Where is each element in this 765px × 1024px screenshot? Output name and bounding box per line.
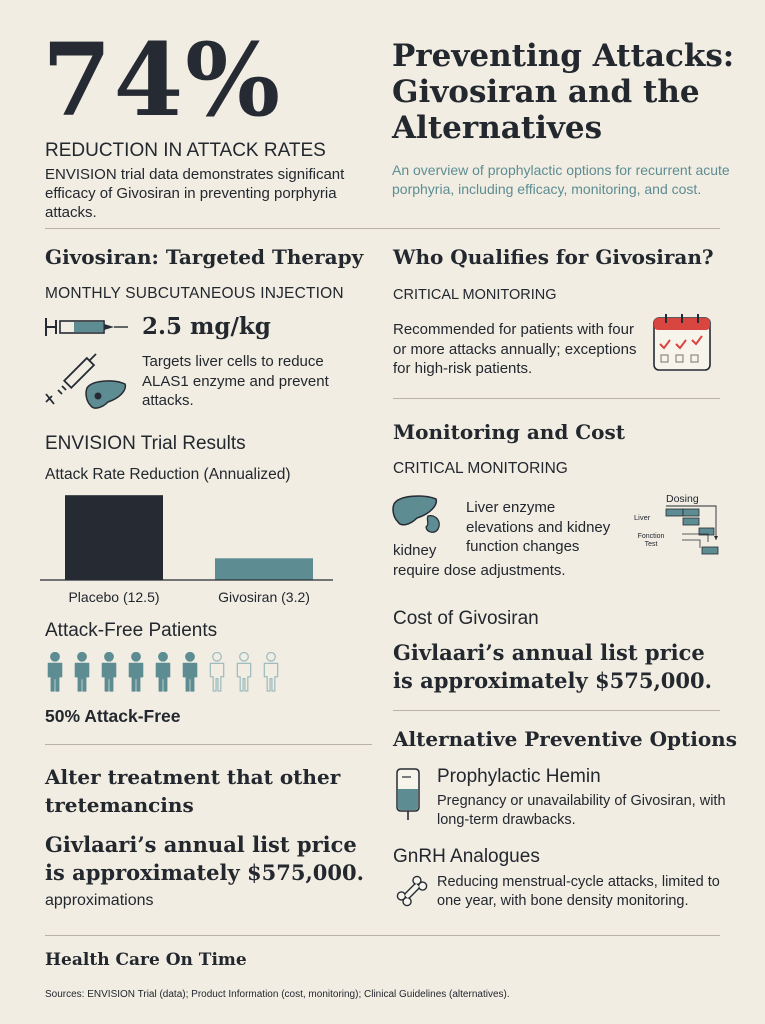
monitoring-heading: Monitoring and Cost	[393, 420, 626, 444]
calendar-icon	[652, 312, 714, 374]
person-filled-icon	[180, 652, 200, 692]
chart-title: Attack Rate Reduction (Annualized)	[45, 466, 291, 483]
givosiran-heading: Givosiran: Targeted Therapy	[45, 245, 364, 269]
divider	[45, 744, 372, 745]
attack-free-label: 50% Attack-Free	[45, 706, 181, 726]
monitoring-text-tail: require dose adjustments.	[393, 562, 566, 579]
footer-sources: Sources: ENVISION Trial (data); Product Information (cost, monitoring); Clinical Guidelines (alternatives).	[45, 989, 510, 1000]
function-test-label: Fonction Test	[637, 533, 665, 548]
page-title: Preventing Attacks: Givosiran and the Alternatives	[392, 38, 735, 146]
person-outline-icon	[261, 652, 281, 692]
hero-stat: 74%	[42, 21, 283, 139]
qualifies-heading: Who Qualifies for Givosiran?	[393, 245, 714, 269]
alternative-title-gnrh: GnRH Analogues	[393, 846, 540, 867]
bar-label-1: Givosiran (3.2)	[218, 589, 310, 605]
hero-description: ENVISION trial data demonstrates significant efficacy of Givosiran in preventing porphyria attacks.	[45, 166, 345, 221]
monitoring-subheading: CRITICAL MONITORING	[393, 460, 568, 477]
alter-price: Givlaari’s annual list price is approximately $575,000.	[45, 832, 364, 885]
page-subtitle: An overview of prophylactic options for recurrent acute porphyria, including efficacy, monitoring, and cost.	[392, 162, 730, 197]
divider	[393, 710, 720, 711]
liver-icon	[84, 378, 128, 412]
person-filled-icon	[99, 652, 119, 692]
mechanism-text: Targets liver cells to reduce ALAS1 enzyme and prevent attacks.	[142, 353, 329, 409]
cost-text: Givlaari’s annual list price is approximately $575,000.	[393, 640, 712, 693]
person-filled-icon	[45, 652, 65, 692]
dose-value: 2.5 mg/kg	[142, 313, 271, 340]
qualifies-text: Recommended for patients with four or more attacks annually; exceptions for high-risk patients.	[393, 321, 637, 377]
attack-rate-chart	[40, 485, 340, 615]
divider	[393, 398, 720, 399]
bar-1	[215, 558, 313, 580]
person-filled-icon	[126, 652, 146, 692]
syringe-icon	[44, 315, 130, 339]
person-filled-icon	[72, 652, 92, 692]
bar-label-0: Placebo (12.5)	[68, 589, 160, 605]
alternative-title-hemin: Prophylactic Hemin	[437, 766, 601, 787]
iv-bag-icon	[391, 767, 425, 821]
liver-kidney-icon	[392, 494, 444, 536]
alternative-text-gnrh: Reducing menstrual-cycle attacks, limited to one year, with bone density monitoring.	[437, 874, 720, 909]
bar-0	[65, 495, 163, 580]
person-outline-icon	[234, 652, 254, 692]
patient-icon-array	[45, 652, 295, 698]
divider	[45, 935, 720, 936]
qualifies-subheading: CRITICAL MONITORING	[393, 287, 557, 303]
cost-heading: Cost of Givosiran	[393, 608, 539, 629]
divider	[45, 228, 720, 229]
trial-heading: ENVISION Trial Results	[45, 433, 246, 454]
dosing-title: Dosing	[666, 493, 699, 505]
person-outline-icon	[207, 652, 227, 692]
kidney-label: kidney	[393, 542, 437, 559]
person-filled-icon	[153, 652, 173, 692]
alternative-text-hemin: Pregnancy or unavailability of Givosiran, with long-term drawbacks.	[437, 793, 726, 828]
hero-label: REDUCTION IN ATTACK RATES	[45, 140, 326, 161]
liver-label: Liver	[634, 513, 651, 522]
footer-brand: Health Care On Time	[45, 950, 247, 970]
givosiran-route: MONTHLY SUBCUTANEOUS INJECTION	[45, 285, 344, 302]
alter-heading: Alter treatment that other tretemancins	[45, 765, 341, 817]
attack-free-heading: Attack-Free Patients	[45, 620, 218, 641]
alter-note: approximations	[45, 892, 154, 909]
alternatives-heading: Alternative Preventive Options	[393, 727, 737, 751]
monitoring-text: Liver enzyme elevations and kidney function changes	[466, 499, 611, 555]
bone-icon	[395, 874, 429, 908]
